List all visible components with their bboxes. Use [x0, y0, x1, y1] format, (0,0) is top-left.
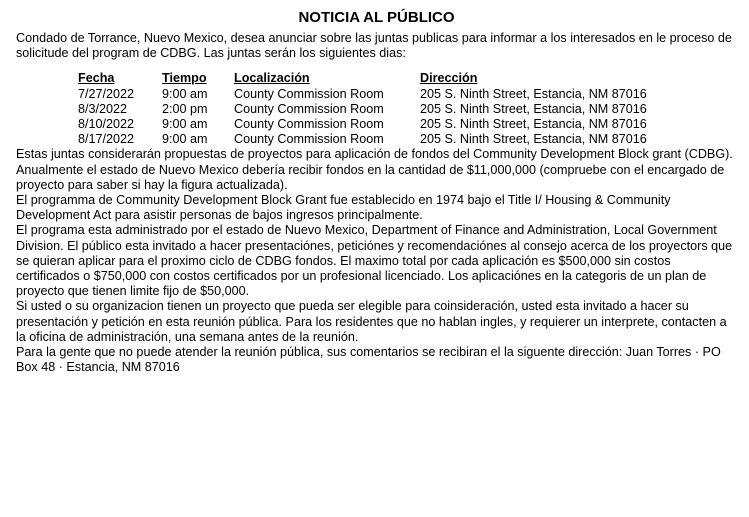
cell-time: 9:00 am	[162, 132, 208, 147]
invitation-paragraph: Si usted o su organizacion tienen un proyecto que pueda ser elegible para coinsideración, usted esta invitado a hacer su presentación y petición en esta reunión pública. Para los residentes que no hablan ingles, y requierer un interprete, contacten a la oficina de administración, una semana antes de la reunión.	[16, 299, 727, 344]
schedule-row	[78, 102, 680, 117]
cell-location: County Commission Room	[234, 117, 384, 132]
history-paragraph: El programma de Community Development Block Grant fue establecido en 1974 bajo el Title I/ Housing & Community Development Act para asistir personas de bajos ingresos principalmente.	[16, 193, 671, 223]
schedule-row	[78, 132, 680, 147]
header-direccion: Dirección	[420, 71, 478, 86]
cell-location: County Commission Room	[234, 86, 384, 101]
cell-address: 205 S. Ninth Street, Estancia, NM 87016	[420, 117, 647, 132]
cell-date: 8/10/2022	[78, 117, 135, 132]
cell-location: County Commission Room	[234, 101, 384, 116]
header-tiempo: Tiempo	[162, 71, 207, 86]
cell-date: 8/3/2022	[78, 101, 128, 116]
document-title: NOTICIA AL PÚBLICO	[298, 9, 455, 26]
cell-time: 2:00 pm	[162, 101, 208, 116]
schedule-row	[78, 117, 680, 132]
header-fecha: Fecha	[78, 71, 115, 86]
funding-paragraph: Estas juntas considerarán propuestas de proyectos para aplicación de fondos del Community Development Block grant (CDBG). Anualmente el estado de Nuevo Mexico debería recibir fondos en la cantidad de $11,000,000 (compruebe con el encargado de proyecto para saber si hay la figura actualizada).	[16, 147, 733, 192]
cell-time: 9:00 am	[162, 117, 208, 132]
cell-address: 205 S. Ninth Street, Estancia, NM 87016	[420, 132, 647, 147]
administration-paragraph: El programa esta administrado por el estado de Nuevo Mexico, Department of Finance and Administration, Local Government Division. El público esta invitado a hacer presentaciónes, peticiónes y recomendaciónes al consejo acerca de los proyectors que se quieran aplicar para el proximo ciclo de CDBG fondos. El maximo total por cada aplicación es $500,000 sin costos certificados o $750,000 con costos certificados por un profesional licenciado. Los aplicaciónes en la categoris de un plan de proyecto que tienen limite fijo de $50,000.	[16, 223, 733, 299]
schedule-header-row	[78, 71, 680, 86]
header-localizacion: Localización	[234, 71, 310, 86]
cell-address: 205 S. Ninth Street, Estancia, NM 87016	[420, 86, 647, 101]
comments-paragraph: Para la gente que no puede atender la reunión pública, sus comentarios se recibiran el la siguente dirección: Juan Torres · PO Box 48 · Estancia, NM 87016	[16, 345, 721, 375]
intro-paragraph: Condado de Torrance, Nuevo Mexico, desea anunciar sobre las juntas publicas para informar a los interesados en le proceso de solicitude del program de CDBG. Las juntas serán los siguientes dias:	[16, 31, 732, 61]
cell-time: 9:00 am	[162, 86, 208, 101]
cell-address: 205 S. Ninth Street, Estancia, NM 87016	[420, 101, 647, 116]
cell-location: County Commission Room	[234, 132, 384, 147]
cell-date: 8/17/2022	[78, 132, 135, 147]
meeting-schedule-table	[78, 71, 680, 147]
schedule-row	[78, 87, 680, 102]
cell-date: 7/27/2022	[78, 86, 135, 101]
